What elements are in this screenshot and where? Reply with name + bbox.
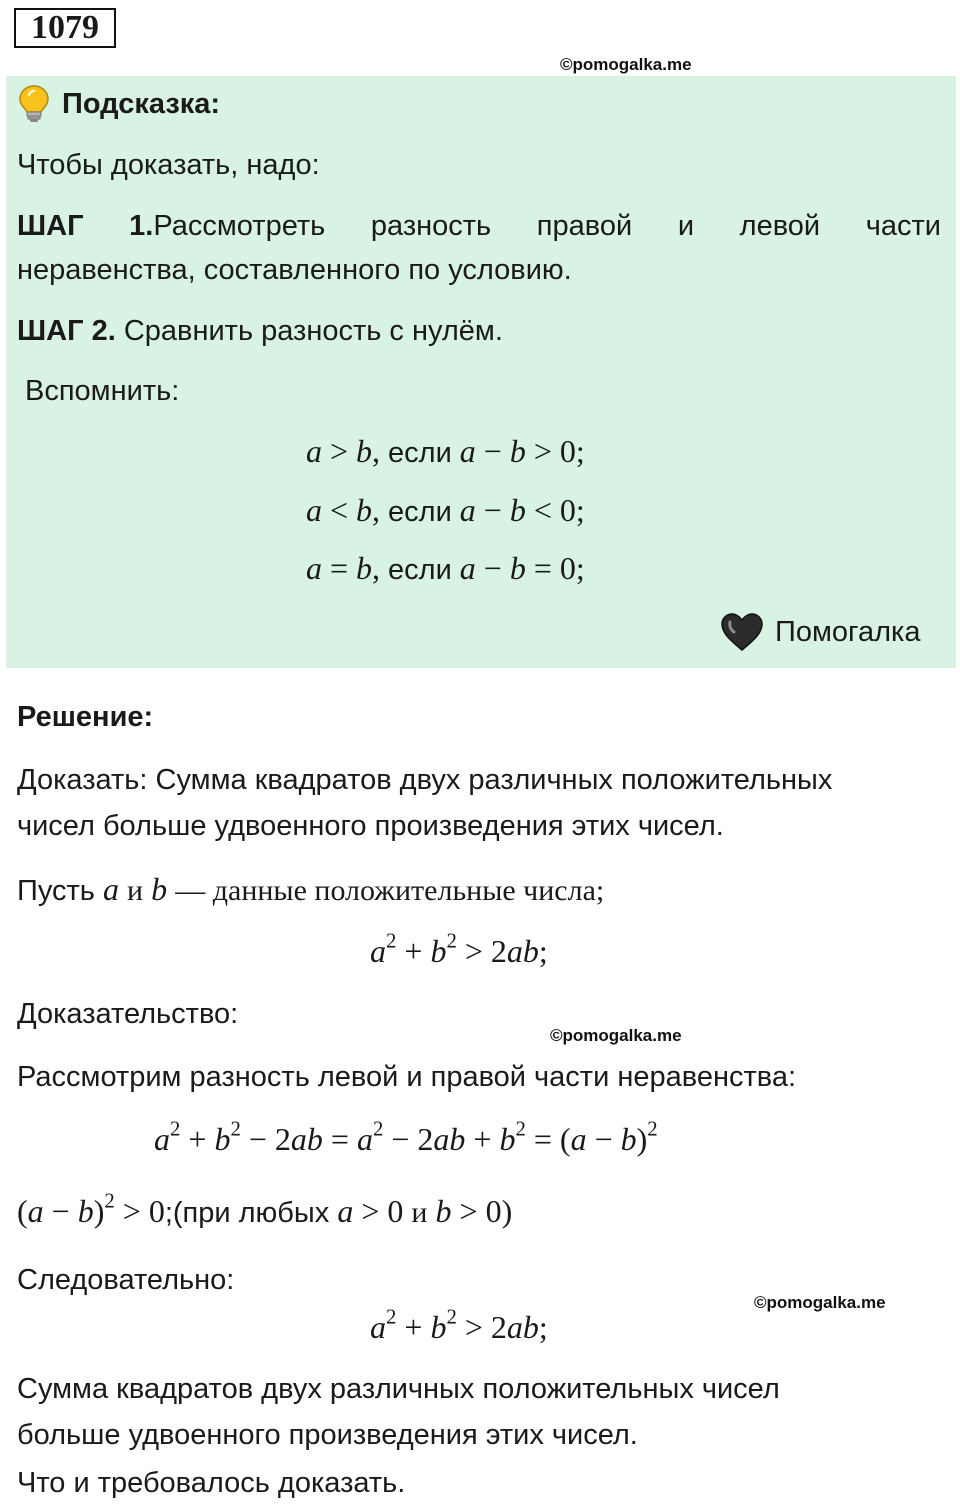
proof-label: Доказательство: [17, 998, 239, 1030]
prove-line1: Доказать: Сумма квадратов двух различных положительных [17, 764, 833, 796]
rule-greater: a > b, если a − b > 0; [306, 433, 585, 469]
heart-icon [720, 612, 764, 652]
rule-equal-if: если [388, 554, 452, 586]
consider-text: Рассмотрим разность левой и правой части неравенства: [17, 1061, 797, 1093]
hint-title: Подсказка: [62, 88, 221, 120]
difference-formula: $a^2 + b^2 - 2ab = a^2 - 2ab + b^2 = (a - b)^2$ [154, 1117, 658, 1157]
step1-line1 [17, 208, 941, 244]
step2 [17, 313, 503, 349]
prove-line2: чисел больше удвоенного произведения этих чисел. [17, 810, 724, 842]
let-suffix: — данные положительные числа; [175, 874, 605, 907]
let-and: и [127, 874, 144, 907]
step1-line2: неравенства, составленного по условию. [17, 254, 572, 286]
let-prefix: Пусть [17, 875, 95, 907]
step2-text: Сравнить разность с нулём. [115, 315, 503, 347]
conclusion-line1: Сумма квадратов двух различных положительных чисел [17, 1373, 780, 1405]
watermark-2: ©pomogalka.me [550, 1026, 682, 1045]
step1-label: ШАГ 1. [17, 210, 154, 242]
watermark: ©pomogalka.me [560, 55, 692, 74]
any-text: ;(при любых [164, 1197, 330, 1229]
remember-label: Вспомнить: [25, 375, 180, 407]
rule-greater-if: если [388, 437, 452, 469]
lightbulb-icon [18, 84, 50, 124]
watermark-3: ©pomogalka.me [754, 1293, 886, 1312]
rule-less-if: если [388, 496, 452, 528]
therefore-label: Следовательно: [17, 1264, 235, 1296]
hint-intro: Чтобы доказать, надо: [17, 149, 320, 181]
qed-text: Что и требовалось доказать. [17, 1467, 406, 1499]
result-formula: $a^2 + b^2 > 2ab$; [370, 1305, 548, 1345]
step2-label: ШАГ 2. [17, 315, 116, 347]
statement-formula: $a^2 + b^2 > 2ab$; [370, 929, 548, 969]
let-line: Пусть a и b — данные положительные числа; [17, 871, 605, 907]
problem-number: 1079 [14, 8, 116, 48]
rule-less: a < b, если a − b < 0; [306, 492, 585, 528]
brand-label: Помогалка [775, 616, 921, 648]
nonneg-line: $(a - b)^2$ > 0;(при любых a > 0 и b > 0) [17, 1189, 513, 1229]
conclusion-line2: больше удвоенного произведения этих чисел. [17, 1419, 638, 1451]
step1-text: Рассмотреть разность правой и левой части [153, 210, 941, 242]
rule-equal: a = b, если a − b = 0; [306, 550, 585, 586]
solution-title: Решение: [17, 701, 154, 733]
any-and: и [411, 1196, 428, 1229]
